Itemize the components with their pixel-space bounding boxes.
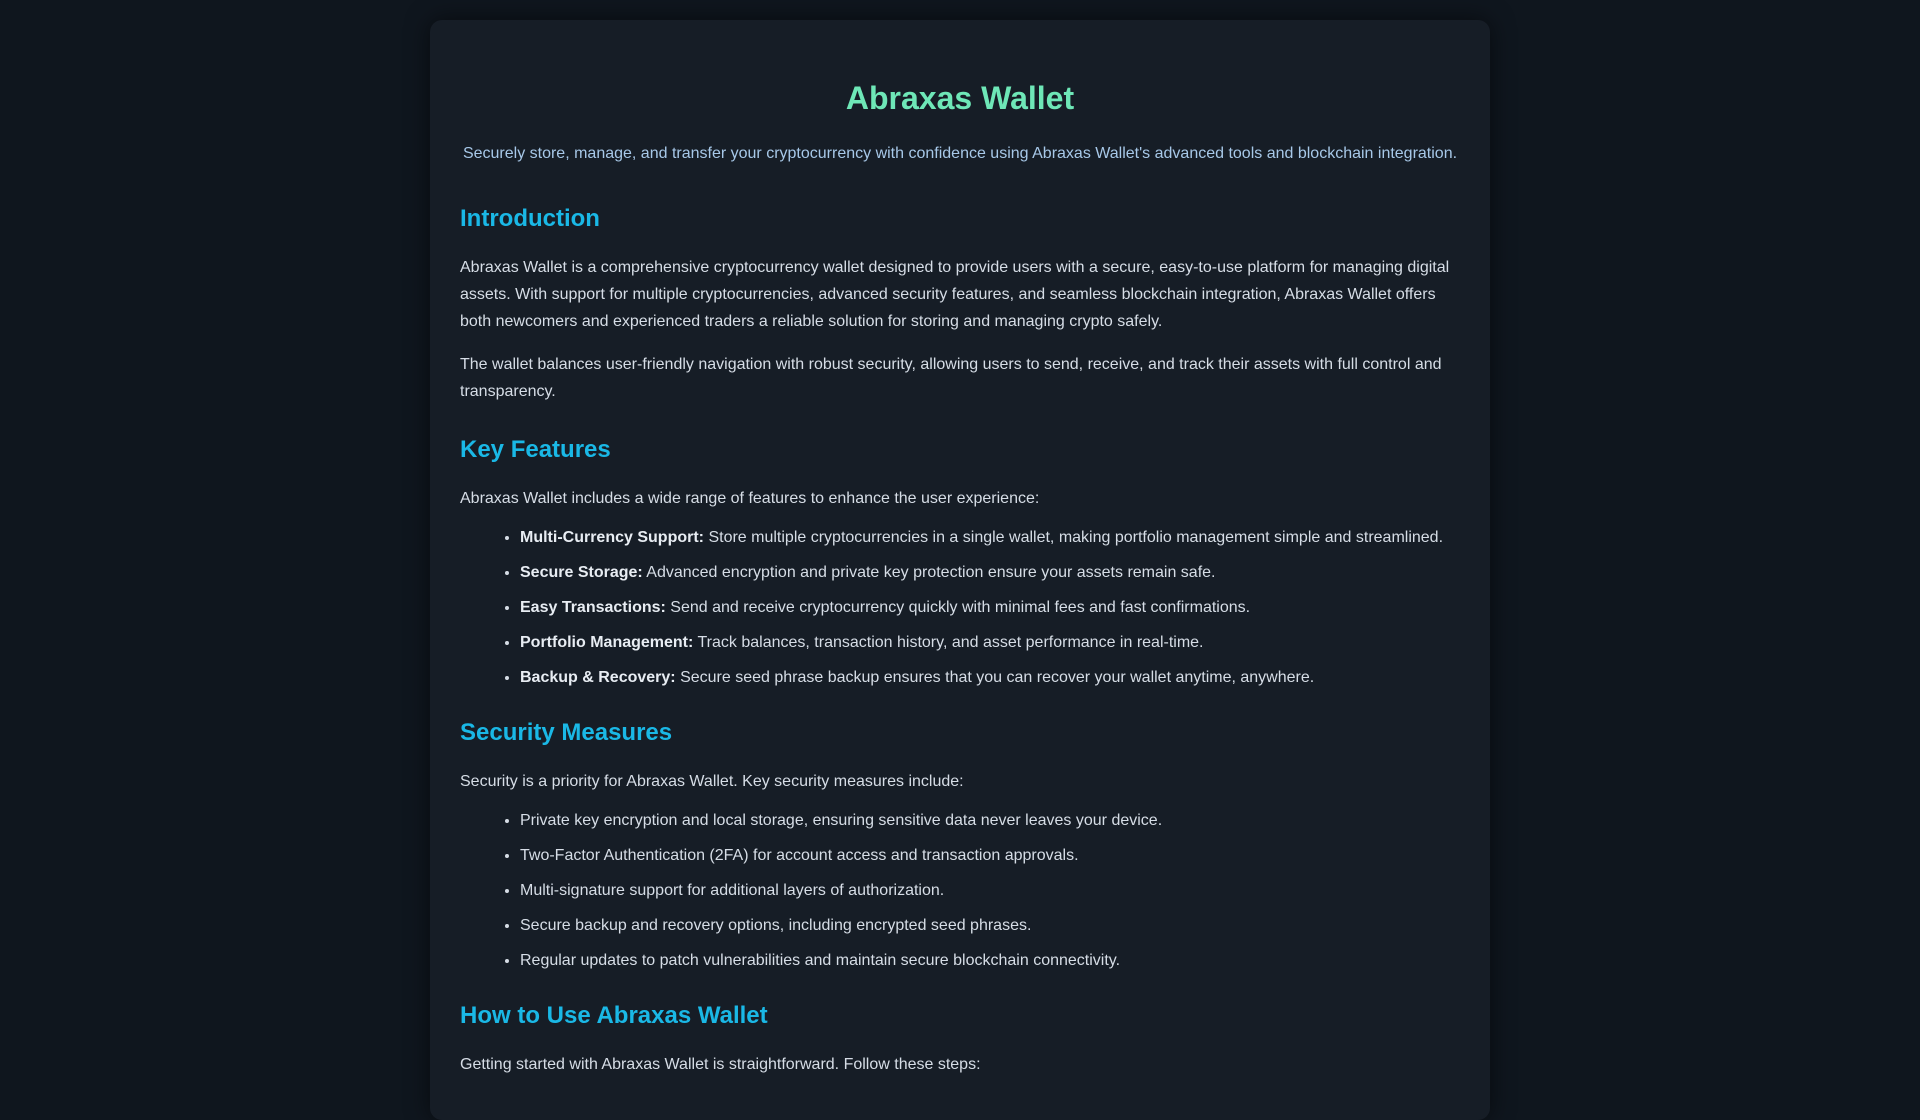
list-item bbox=[520, 633, 1460, 653]
list-item: • Two-Factor Authentication (2FA) for account access and transaction approvals. bbox=[520, 846, 1460, 866]
list-item bbox=[520, 528, 1460, 548]
security-intro: Security is a priority for Abraxas Wallet. Key security measures include: bbox=[460, 773, 964, 790]
feature-label: Backup & Recovery: bbox=[520, 669, 676, 686]
list-item: • Private key encryption and local storage, ensuring sensitive data never leaves your device. bbox=[520, 811, 1460, 831]
section-heading-security: Security Measures bbox=[460, 719, 673, 746]
intro-paragraph-2: The wallet balances user-friendly navigation with robust security, allowing users to send, receive, and track their assets with full control and transparency. bbox=[460, 356, 1442, 400]
list-item: • Secure backup and recovery options, including encrypted seed phrases. bbox=[520, 916, 1460, 936]
intro-paragraph-1: Abraxas Wallet is a comprehensive cryptocurrency wallet designed to provide users with a secure, easy-to-use platform for managing digital assets. With support for multiple cryptocurrencies, advanced security features, and seamless blockchain integration, Abraxas Wallet offers both newcomers and experienced traders a reliable solution for storing and managing crypto safely. bbox=[460, 259, 1450, 330]
feature-text: Send and receive cryptocurrency quickly with minimal fees and fast confirmations. bbox=[665, 599, 1251, 616]
feature-text: Secure seed phrase backup ensures that you can recover your wallet anytime, anywhere. bbox=[675, 669, 1315, 686]
section-heading-introduction: Introduction bbox=[460, 205, 600, 232]
page-title: Abraxas Wallet bbox=[845, 80, 1075, 116]
list-item bbox=[520, 668, 1460, 688]
features-list bbox=[460, 528, 1460, 688]
feature-text: Track balances, transaction history, and asset performance in real-time. bbox=[693, 634, 1204, 651]
list-item: • Regular updates to patch vulnerabilities and maintain secure blockchain connectivity. bbox=[520, 951, 1460, 971]
section-heading-features: Key Features bbox=[460, 436, 611, 463]
list-item bbox=[520, 598, 1460, 618]
feature-label: Multi-Currency Support: bbox=[520, 529, 704, 546]
tagline: Securely store, manage, and transfer your cryptocurrency with confidence using Abraxas Wallet's advanced tools and blockchain integration. bbox=[462, 145, 1458, 162]
features-intro: Abraxas Wallet includes a wide range of features to enhance the user experience: bbox=[460, 490, 1040, 507]
feature-text: Store multiple cryptocurrencies in a single wallet, making portfolio management simple and streamlined. bbox=[704, 529, 1444, 546]
feature-text: Advanced encryption and private key protection ensure your assets remain safe. bbox=[642, 564, 1216, 581]
list-item bbox=[520, 563, 1460, 583]
section-heading-howto: How to Use Abraxas Wallet bbox=[460, 1002, 768, 1029]
security-list bbox=[460, 811, 1460, 971]
feature-label: Secure Storage: bbox=[520, 564, 643, 581]
howto-intro: Getting started with Abraxas Wallet is straightforward. Follow these steps: bbox=[460, 1056, 981, 1073]
content-card bbox=[430, 20, 1490, 1120]
feature-label: Portfolio Management: bbox=[520, 634, 694, 651]
feature-label: Easy Transactions: bbox=[520, 599, 666, 616]
list-item: • Multi-signature support for additional layers of authorization. bbox=[520, 881, 1460, 901]
